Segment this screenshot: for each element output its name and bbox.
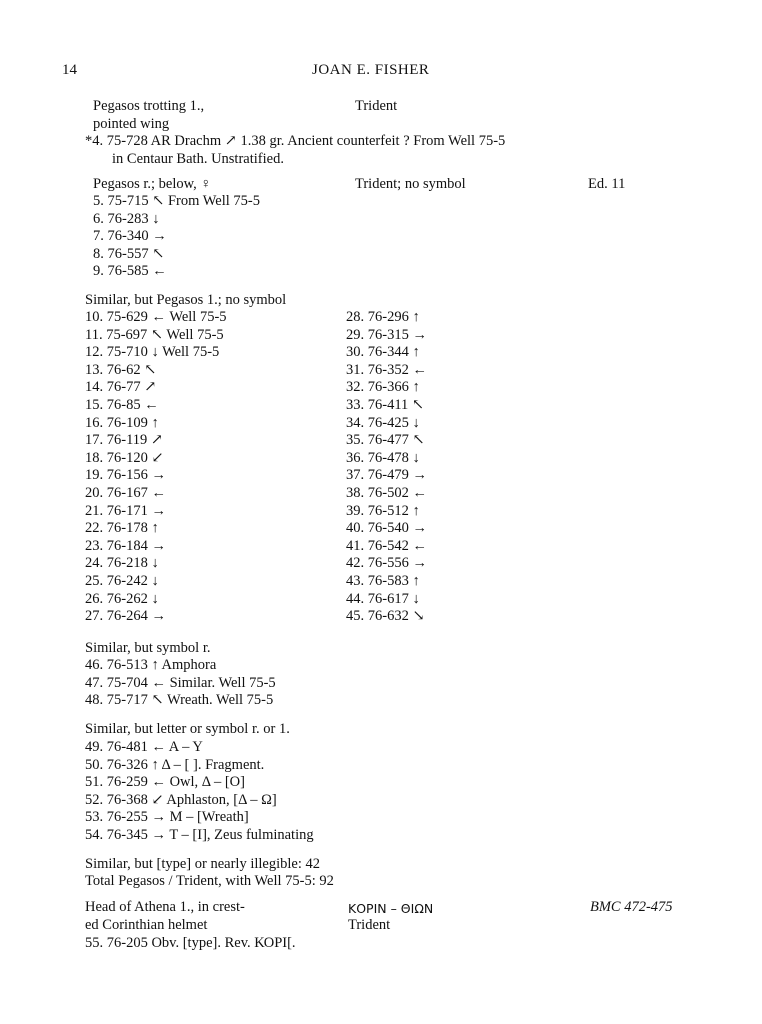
list-item: 15. 76-85 ← (85, 396, 159, 413)
list-item: 39. 76-512 ↑ (346, 502, 420, 519)
list-item: 51. 76-259 ← Owl, Δ – [Ο] (85, 774, 245, 791)
group2-list (93, 193, 260, 281)
list-item: 30. 76-344 ↑ (346, 344, 420, 361)
list-item: 8. 76-557 ↖ (93, 245, 165, 262)
entry-4-line2: in Centaur Bath. Unstratified. (112, 151, 284, 167)
list-item: 5. 75-715 ↖ From Well 75-5 (93, 193, 260, 209)
list-item: 41. 76-542 ← (346, 537, 427, 554)
list-item: 19. 76-156 → (85, 467, 166, 484)
group6-obverse-line1: Head of Athena 1., in crest- (85, 899, 245, 915)
list-item: 34. 76-425 ↓ (346, 414, 420, 431)
list-item: 12. 75-710 ↓ Well 75-5 (85, 344, 220, 361)
group6-obverse-line2: ed Corinthian helmet (85, 917, 208, 933)
list-item: 16. 76-109 ↑ (85, 414, 159, 431)
illegible-count: Similar, but [type] or nearly illegible: 42 (85, 856, 320, 872)
group1-reverse: Trident (355, 98, 398, 114)
group6-reference: BMC 472-475 (590, 899, 673, 915)
list-item: 14. 76-77 ↗ (85, 379, 157, 396)
group3-heading: Similar, but Pegasos 1.; no symbol (85, 292, 287, 308)
page-number: 14 (62, 62, 77, 78)
group2-reverse: Trident; no symbol (355, 176, 466, 192)
entry-4-line1: *4. 75-728 AR Drachm ↗ 1.38 gr. Ancient counterfeit ? From Well 75-5 (85, 133, 506, 149)
list-item: 46. 76-513 ↑ Amphora (85, 657, 217, 673)
group5-heading: Similar, but letter or symbol r. or 1. (85, 721, 290, 737)
list-item: 31. 76-352 ← (346, 361, 427, 378)
list-item: 36. 76-478 ↓ (346, 449, 420, 466)
group4-heading: Similar, but symbol r. (85, 640, 211, 656)
list-item: 18. 76-120 ↙ (85, 449, 164, 466)
group2-obverse: Pegasos r.; below, ♀ (93, 176, 212, 192)
running-title: JOAN E. FISHER (312, 62, 430, 78)
list-item: 38. 76-502 ← (346, 484, 427, 501)
group6-reverse: Trident (348, 917, 391, 933)
list-item: 54. 76-345 → Τ – [Ι], Zeus fulminating (85, 826, 314, 843)
list-item: 32. 76-366 ↑ (346, 379, 420, 396)
entry-55: 55. 76-205 Obv. [type]. Rev. ΚΟΡΙ[. (85, 935, 296, 951)
list-item: 53. 76-255 → Μ – [Wreath] (85, 809, 249, 826)
group2-reference: Ed. 11 (588, 176, 626, 192)
list-item: 44. 76-617 ↓ (346, 590, 420, 607)
list-item: 48. 75-717 ↖ Wreath. Well 75-5 (85, 692, 274, 709)
list-item: 23. 76-184 → (85, 537, 166, 554)
list-item: 17. 76-119 ↗ (85, 432, 164, 449)
list-item: 28. 76-296 ↑ (346, 309, 420, 325)
list-item: 7. 76-340 → (93, 228, 167, 245)
list-item: 33. 76-411 ↖ (346, 396, 425, 413)
list-item: 40. 76-540 → (346, 520, 427, 537)
group3-right-column (346, 309, 427, 626)
list-item: 25. 76-242 ↓ (85, 572, 159, 589)
list-item: 27. 76-264 → (85, 608, 166, 625)
group1-obverse-line1: Pegasos trotting 1., (93, 98, 205, 114)
list-item: 24. 76-218 ↓ (85, 555, 159, 572)
total-count: Total Pegasos / Trident, with Well 75-5: 92 (85, 873, 334, 889)
list-item: 35. 76-477 ↖ (346, 432, 425, 449)
list-item: 49. 76-481 ← Α – Υ (85, 739, 203, 755)
list-item: 21. 76-171 → (85, 502, 166, 519)
list-item: 6. 76-283 ↓ (93, 210, 160, 227)
list-item: 11. 75-697 ↖ Well 75-5 (85, 326, 224, 343)
list-item: 10. 75-629 ← Well 75-5 (85, 309, 227, 325)
group5-list (85, 739, 314, 845)
list-item: 45. 76-632 ↘ (346, 608, 425, 625)
group3-left-column (85, 309, 227, 626)
list-item: 22. 76-178 ↑ (85, 520, 159, 537)
list-item: 9. 76-585 ← (93, 263, 167, 280)
list-item: 47. 75-704 ← Similar. Well 75-5 (85, 674, 276, 691)
list-item: 52. 76-368 ↙ Aphlaston, [Δ – Ω] (85, 791, 277, 808)
list-item: 29. 76-315 → (346, 326, 427, 343)
list-item: 50. 76-326 ↑ Δ – [ ]. Fragment. (85, 756, 265, 773)
list-item: 37. 76-479 → (346, 467, 427, 484)
list-item: 43. 76-583 ↑ (346, 572, 420, 589)
list-item: 20. 76-167 ← (85, 484, 166, 501)
list-item: 13. 76-62 ↖ (85, 361, 157, 378)
group6-legend: ΚΟΡΙΝ – ΘΙΩΝ (348, 901, 434, 916)
group4-list (85, 657, 276, 710)
group1-obverse-line2: pointed wing (93, 116, 170, 132)
list-item: 26. 76-262 ↓ (85, 590, 159, 607)
list-item: 42. 76-556 → (346, 555, 427, 572)
